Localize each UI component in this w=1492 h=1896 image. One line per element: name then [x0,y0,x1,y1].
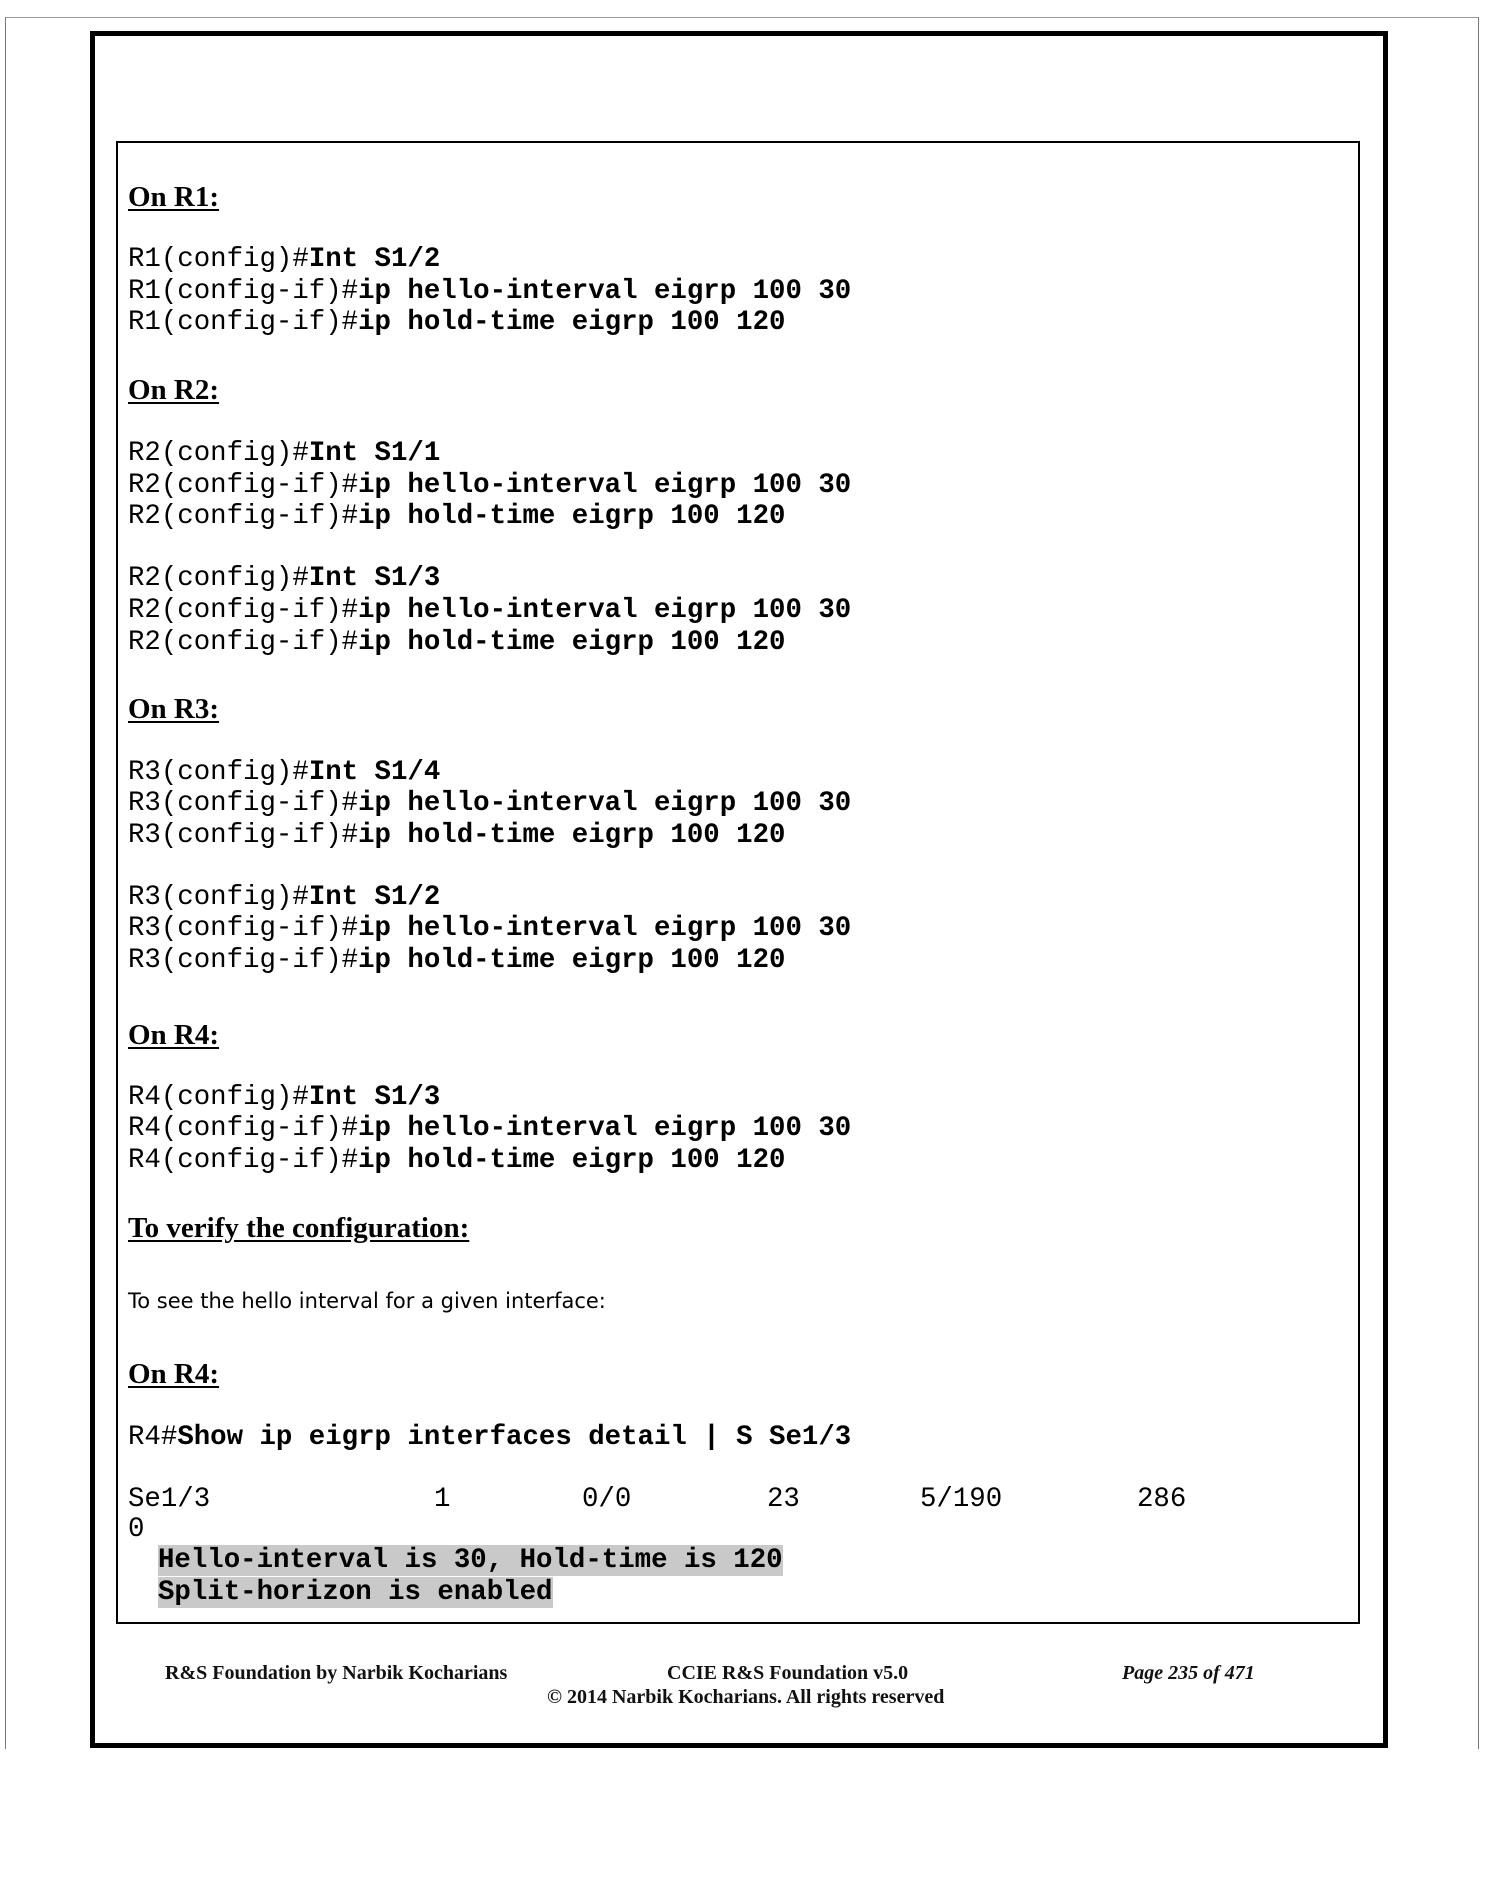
output-cell-multicast-flow: 286 [1137,1484,1187,1515]
code-line [128,788,851,819]
cli-command: ip hello-interval eigrp 100 30 [358,276,852,307]
cli-prompt: R4(config-if)# [128,1145,359,1176]
cli-command: Int S1/1 [308,438,441,469]
cli-prompt: R1(config)# [128,244,309,275]
cli-prompt: R4(config-if)# [128,1113,359,1144]
output-cell-pacing-time: 5/190 [920,1484,1003,1515]
output-wrap-value: 0 [128,1514,145,1545]
cli-prompt: R3(config)# [128,757,309,788]
cli-command: ip hello-interval eigrp 100 30 [358,470,852,501]
code-line [128,276,851,307]
code-line [128,501,786,532]
output-cell-peers: 1 [434,1484,451,1515]
footer-author: R&S Foundation by Narbik Kocharians [165,1662,508,1684]
section-heading-r2: On R2: [128,374,220,406]
cli-command: ip hold-time eigrp 100 120 [358,501,786,532]
cli-prompt: R3(config-if)# [128,820,359,851]
cli-command: ip hello-interval eigrp 100 30 [358,913,852,944]
code-line [128,1113,851,1144]
cli-prompt: R2(config-if)# [128,470,359,501]
footer-title: CCIE R&S Foundation v5.0 [667,1662,909,1684]
footer-page-number: Page 235 of 471 [1122,1662,1255,1684]
cli-command: ip hello-interval eigrp 100 30 [358,595,852,626]
section-heading-r4: On R4: [128,1019,220,1051]
show-command-line [128,1422,851,1453]
code-line [128,627,786,658]
code-line [128,470,851,501]
cli-prompt: R2(config-if)# [128,595,359,626]
verify-subheading-r4: On R4: [128,1358,220,1390]
code-line [128,945,786,976]
cli-prompt: R3(config-if)# [128,913,359,944]
code-line [128,1145,786,1176]
output-cell-xmit-queue: 0/0 [582,1484,632,1515]
section-heading-r3: On R3: [128,693,220,725]
code-line [128,595,851,626]
footer-copyright: © 2014 Narbik Kocharians. All rights reserved [547,1686,945,1708]
output-cell-mean-srtt: 23 [767,1484,800,1515]
cli-prompt: R2(config-if)# [128,627,359,658]
cli-command: Int S1/3 [308,563,441,594]
verify-heading: To verify the configuration: [128,1212,470,1244]
cli-prompt: R4(config)# [128,1082,309,1113]
cli-command: Int S1/3 [308,1082,441,1113]
section-heading-r1: On R1: [128,181,220,213]
cli-command: ip hold-time eigrp 100 120 [358,945,786,976]
cli-prompt: R2(config-if)# [128,501,359,532]
code-line [128,882,440,913]
cli-prompt: R3(config)# [128,882,309,913]
cli-command: Int S1/2 [308,244,441,275]
highlight-split-horizon: Split-horizon is enabled [158,1577,553,1608]
cli-command: ip hold-time eigrp 100 120 [358,627,786,658]
cli-command: ip hold-time eigrp 100 120 [358,307,786,338]
cli-command: Int S1/4 [308,757,441,788]
cli-command: Show ip eigrp interfaces detail | S Se1/3 [177,1422,852,1453]
code-line [128,757,440,788]
highlighted-output-line [158,1577,553,1608]
verify-paragraph: To see the hello interval for a given interface: [128,1289,606,1313]
cli-command: ip hold-time eigrp 100 120 [358,820,786,851]
cli-command: ip hello-interval eigrp 100 30 [358,1113,852,1144]
highlighted-output-line [158,1545,783,1576]
cli-prompt: R3(config-if)# [128,788,359,819]
code-line [128,1082,440,1113]
cli-prompt: R3(config-if)# [128,945,359,976]
cli-command: ip hello-interval eigrp 100 30 [358,788,852,819]
code-line [128,820,786,851]
code-line [128,244,440,275]
code-line [128,438,440,469]
code-line [128,913,851,944]
cli-prompt: R2(config)# [128,563,309,594]
code-line [128,307,786,338]
cli-prompt: R1(config-if)# [128,276,359,307]
cli-prompt: R4# [128,1422,178,1453]
output-cell-interface: Se1/3 [128,1484,211,1515]
code-line [128,563,440,594]
cli-prompt: R2(config)# [128,438,309,469]
cli-command: Int S1/2 [308,882,441,913]
cli-prompt: R1(config-if)# [128,307,359,338]
highlight-hello-hold: Hello-interval is 30, Hold-time is 120 [158,1545,783,1576]
cli-command: ip hold-time eigrp 100 120 [358,1145,786,1176]
